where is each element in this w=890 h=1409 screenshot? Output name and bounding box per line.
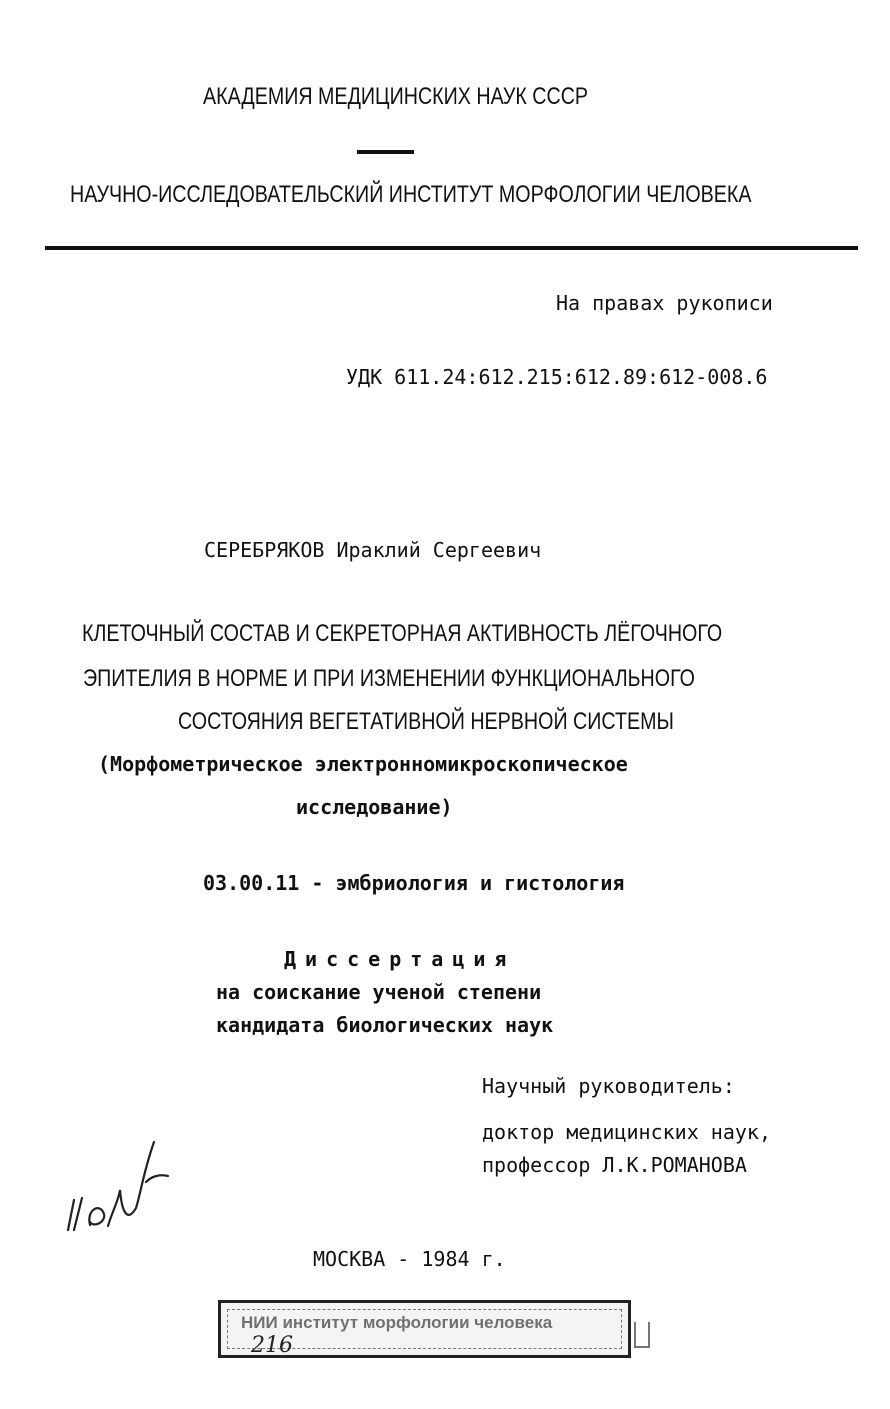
- dissertation-label: Диссертация: [284, 947, 516, 971]
- academy-heading: АКАДЕМИЯ МЕДИЦИНСКИХ НАУК СССР: [203, 83, 589, 110]
- supervisor-label: Научный руководитель:: [482, 1074, 735, 1098]
- title-line-1: КЛЕТОЧНЫЙ СОСТАВ И СЕКРЕТОРНАЯ АКТИВНОСТЬ ЛЁГОЧНОГО: [82, 620, 723, 647]
- place-and-year: МОСКВА - 1984 г.: [313, 1247, 506, 1271]
- stamp-text: НИИ институт морфологии человека: [241, 1313, 553, 1332]
- subtitle-line-1: (Морфометрическое электронномикроскопическое: [98, 752, 628, 776]
- library-stamp: [218, 1300, 631, 1358]
- header-divider-long: [45, 246, 858, 250]
- author-name: СЕРЕБРЯКОВ Ираклий Сергеевич: [204, 538, 542, 562]
- supervisor-name: профессор Л.К.РОМАНОВА: [482, 1153, 747, 1177]
- dissertation-degree-line-2: кандидата биологических наук: [216, 1013, 554, 1037]
- manuscript-rights-note: На правах рукописи: [556, 291, 773, 315]
- supervisor-title: доктор медицинских наук,: [482, 1120, 771, 1144]
- udc-code: УДК 611.24:612.215:612.89:612-008.6: [346, 365, 768, 389]
- header-divider-short: [357, 150, 414, 154]
- title-line-2: ЭПИТЕЛИЯ В НОРМЕ И ПРИ ИЗМЕНЕНИИ ФУНКЦИОНАЛЬНОГО: [83, 665, 695, 692]
- title-line-3: СОСТОЯНИЯ ВЕГЕТАТИВНОЙ НЕРВНОЙ СИСТЕМЫ: [178, 708, 674, 735]
- stamp-number: 216: [251, 1333, 293, 1358]
- handwritten-signature: [60, 1130, 180, 1260]
- institute-heading: НАУЧНО-ИССЛЕДОВАТЕЛЬСКИЙ ИНСТИТУТ МОРФОЛОГИИ ЧЕЛОВЕКА: [70, 181, 752, 208]
- subtitle-line-2: исследование): [296, 795, 453, 819]
- dissertation-degree-line-1: на соискание ученой степени: [216, 980, 542, 1004]
- stamp-edge-mark: [634, 1322, 650, 1348]
- specialty-code: 03.00.11 - эмбриология и гистология: [203, 871, 625, 895]
